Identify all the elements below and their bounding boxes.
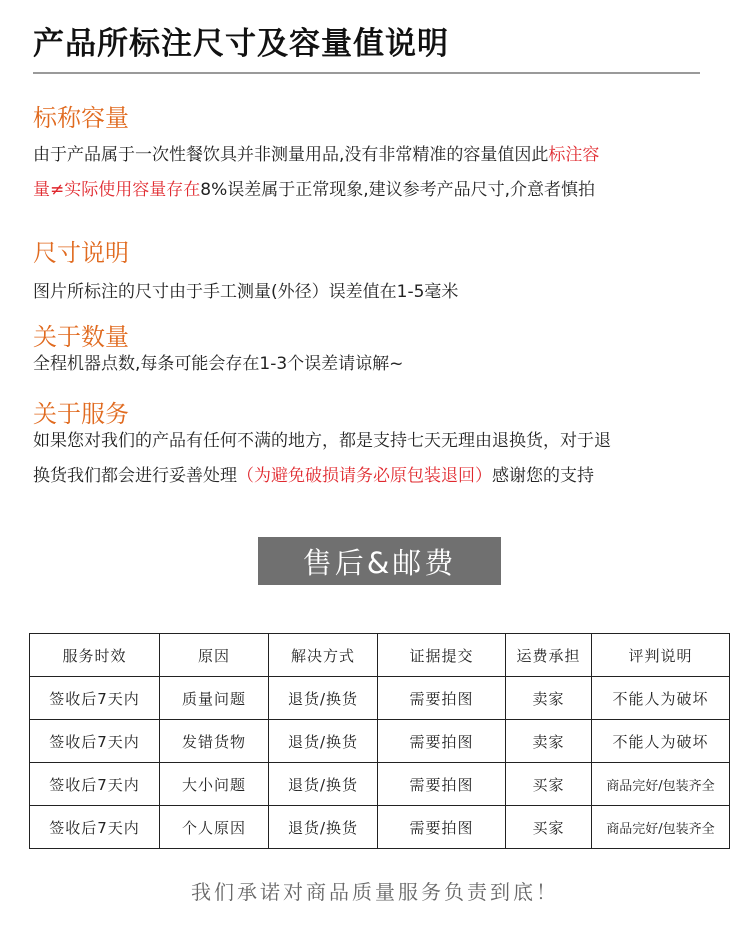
text-highlight-red: （为避免破损请务必原包装退回） — [237, 466, 492, 486]
table-cell: 不能人为破坏 — [592, 677, 730, 720]
after-sales-table — [29, 633, 730, 849]
table-cell: 退货/换货 — [269, 720, 378, 763]
section-text-line — [33, 277, 458, 302]
section-heading-service: 关于服务 — [33, 400, 129, 428]
text-highlight-red: 标注容 — [548, 145, 600, 165]
table-cell: 退货/换货 — [269, 677, 378, 720]
text-normal: 由于产品属于一次性餐饮具并非测量用品,没有非常精准的容量值因此 — [33, 145, 549, 165]
table-header-cell: 证据提交 — [378, 634, 506, 677]
table-cell: 买家 — [506, 763, 592, 806]
text-normal: 8%误差属于正常现象,建议参考产品尺寸,介意者慎拍 — [200, 180, 596, 200]
table-header-cell: 评判说明 — [592, 634, 730, 677]
table-header-cell: 解决方式 — [269, 634, 378, 677]
text-highlight-red: 量≠实际使用容量存在 — [33, 180, 201, 200]
table-cell: 签收后7天内 — [30, 763, 160, 806]
table-cell: 卖家 — [506, 720, 592, 763]
table-cell: 不能人为破坏 — [592, 720, 730, 763]
table-cell: 商品完好/包装齐全 — [592, 806, 730, 849]
table-header-cell: 原因 — [160, 634, 269, 677]
text-normal: 全程机器点数,每条可能会存在1-3个误差请谅解~ — [33, 354, 404, 374]
table-cell: 大小问题 — [160, 763, 269, 806]
table-cell: 签收后7天内 — [30, 806, 160, 849]
title-divider — [33, 72, 700, 74]
table-cell: 买家 — [506, 806, 592, 849]
text-normal: 图片所标注的尺寸由于手工测量(外径）误差值在1-5毫米 — [33, 282, 459, 302]
table-cell: 需要拍图 — [378, 806, 506, 849]
table-header-cell: 服务时效 — [30, 634, 160, 677]
table-cell: 卖家 — [506, 677, 592, 720]
table-row — [30, 720, 730, 763]
section-text-line — [33, 140, 599, 165]
table-cell: 退货/换货 — [269, 763, 378, 806]
table-row — [30, 677, 730, 720]
table-cell: 签收后7天内 — [30, 720, 160, 763]
page-title: 产品所标注尺寸及容量值说明 — [33, 26, 449, 62]
table-row — [30, 763, 730, 806]
table-cell: 质量问题 — [160, 677, 269, 720]
table-cell: 签收后7天内 — [30, 677, 160, 720]
table-cell: 发错货物 — [160, 720, 269, 763]
section-heading-size: 尺寸说明 — [33, 239, 129, 267]
section-heading-quantity: 关于数量 — [33, 323, 129, 351]
table-cell: 需要拍图 — [378, 763, 506, 806]
section-text-line — [33, 349, 403, 374]
table-row — [30, 806, 730, 849]
table-header-row — [30, 634, 730, 677]
section-text-line — [33, 175, 595, 200]
section-heading-nominal-capacity: 标称容量 — [33, 104, 129, 132]
table-cell: 需要拍图 — [378, 720, 506, 763]
text-normal: 感谢您的支持 — [492, 466, 594, 486]
section-text-line — [33, 426, 611, 451]
table-cell: 需要拍图 — [378, 677, 506, 720]
table-header-cell: 运费承担 — [506, 634, 592, 677]
section-text-line — [33, 461, 594, 486]
table-cell: 个人原因 — [160, 806, 269, 849]
table-cell: 退货/换货 — [269, 806, 378, 849]
footer-promise: 我们承诺对商品质量服务负责到底！ — [191, 880, 559, 904]
text-normal: 如果您对我们的产品有任何不满的地方，都是支持七天无理由退换货，对于退 — [33, 431, 611, 451]
after-sales-banner: 售后&邮费 — [258, 537, 501, 585]
text-normal: 换货我们都会进行妥善处理 — [33, 466, 237, 486]
table-cell: 商品完好/包装齐全 — [592, 763, 730, 806]
